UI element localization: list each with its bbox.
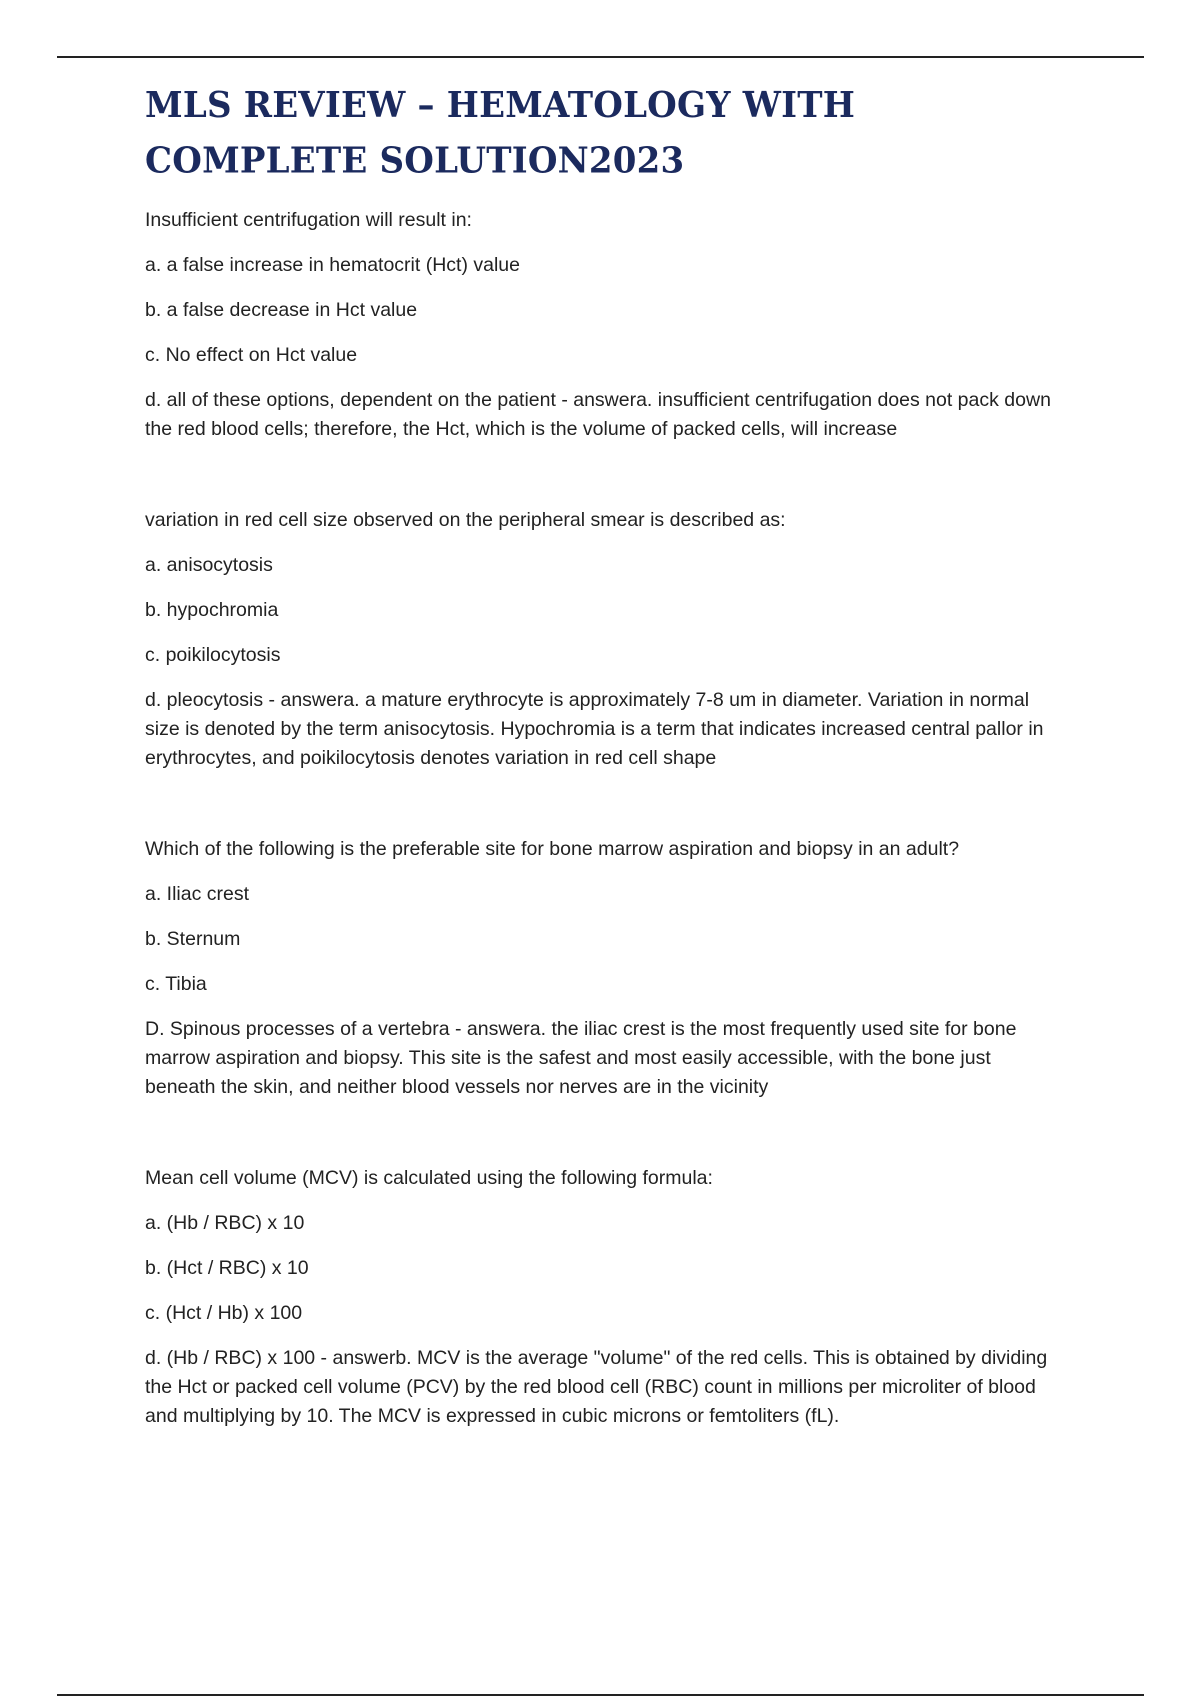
option-a: a. a false increase in hematocrit (Hct) value [145,254,520,276]
bottom-rule [57,1694,1144,1696]
document-title: MLS REVIEW – HEMATOLOGY WITH COMPLETE SOLUTION2023 [145,84,856,182]
option-a: a. anisocytosis [145,554,273,576]
option-c: c. No effect on Hct value [145,344,358,366]
option-d-with-answer: D. Spinous processes of a vertebra - answera. the iliac crest is the most frequently used site for bone marrow aspiration and biopsy. This site is the safest and most easily accessible, with the bone just beneath the skin, and neither blood vessels nor nerves are in the vicinity [145,1018,1017,1098]
option-a: a. Iliac crest [145,883,250,905]
document-body [145,78,1065,1431]
option-c: c. (Hct / Hb) x 100 [145,1302,303,1324]
option-a: a. (Hb / RBC) x 10 [145,1212,305,1234]
spacer [145,1102,1065,1164]
question-block [145,1164,1065,1431]
option-b: b. Sternum [145,928,241,950]
option-d-with-answer: d. pleocytosis - answera. a mature erythrocyte is approximately 7-8 um in diameter. Variation in normal size is denoted by the term anisocytosis. Hypochromia is a term that indicates increased central pallor in erythrocytes, and poikilocytosis denotes variation in red cell shape [145,689,1044,769]
question-text: Which of the following is the preferable site for bone marrow aspiration and biopsy in an adult? [145,838,960,860]
option-c: c. Tibia [145,973,207,995]
option-b: b. a false decrease in Hct value [145,299,418,321]
option-c: c. poikilocytosis [145,644,281,666]
option-d-with-answer: d. all of these options, dependent on the patient - answera. insufficient centrifugation does not pack down the red blood cells; therefore, the Hct, which is the volume of packed cells, will increase [145,389,1051,440]
spacer [145,773,1065,835]
question-text: Insufficient centrifugation will result in: [145,209,472,231]
option-b: b. (Hct / RBC) x 10 [145,1257,309,1279]
question-block [145,206,1065,444]
question-text: Mean cell volume (MCV) is calculated using the following formula: [145,1167,713,1189]
option-b: b. hypochromia [145,599,279,621]
question-block [145,835,1065,1102]
question-block [145,506,1065,773]
option-d-with-answer: d. (Hb / RBC) x 100 - answerb. MCV is the average "volume" of the red cells. This is obtained by dividing the Hct or packed cell volume (PCV) by the red blood cell (RBC) count in millions per microliter of blood and multiplying by 10. The MCV is expressed in cubic microns or femtoliters (fL). [145,1347,1048,1427]
question-text: variation in red cell size observed on the peripheral smear is described as: [145,509,786,531]
top-rule [57,56,1144,58]
spacer [145,444,1065,506]
